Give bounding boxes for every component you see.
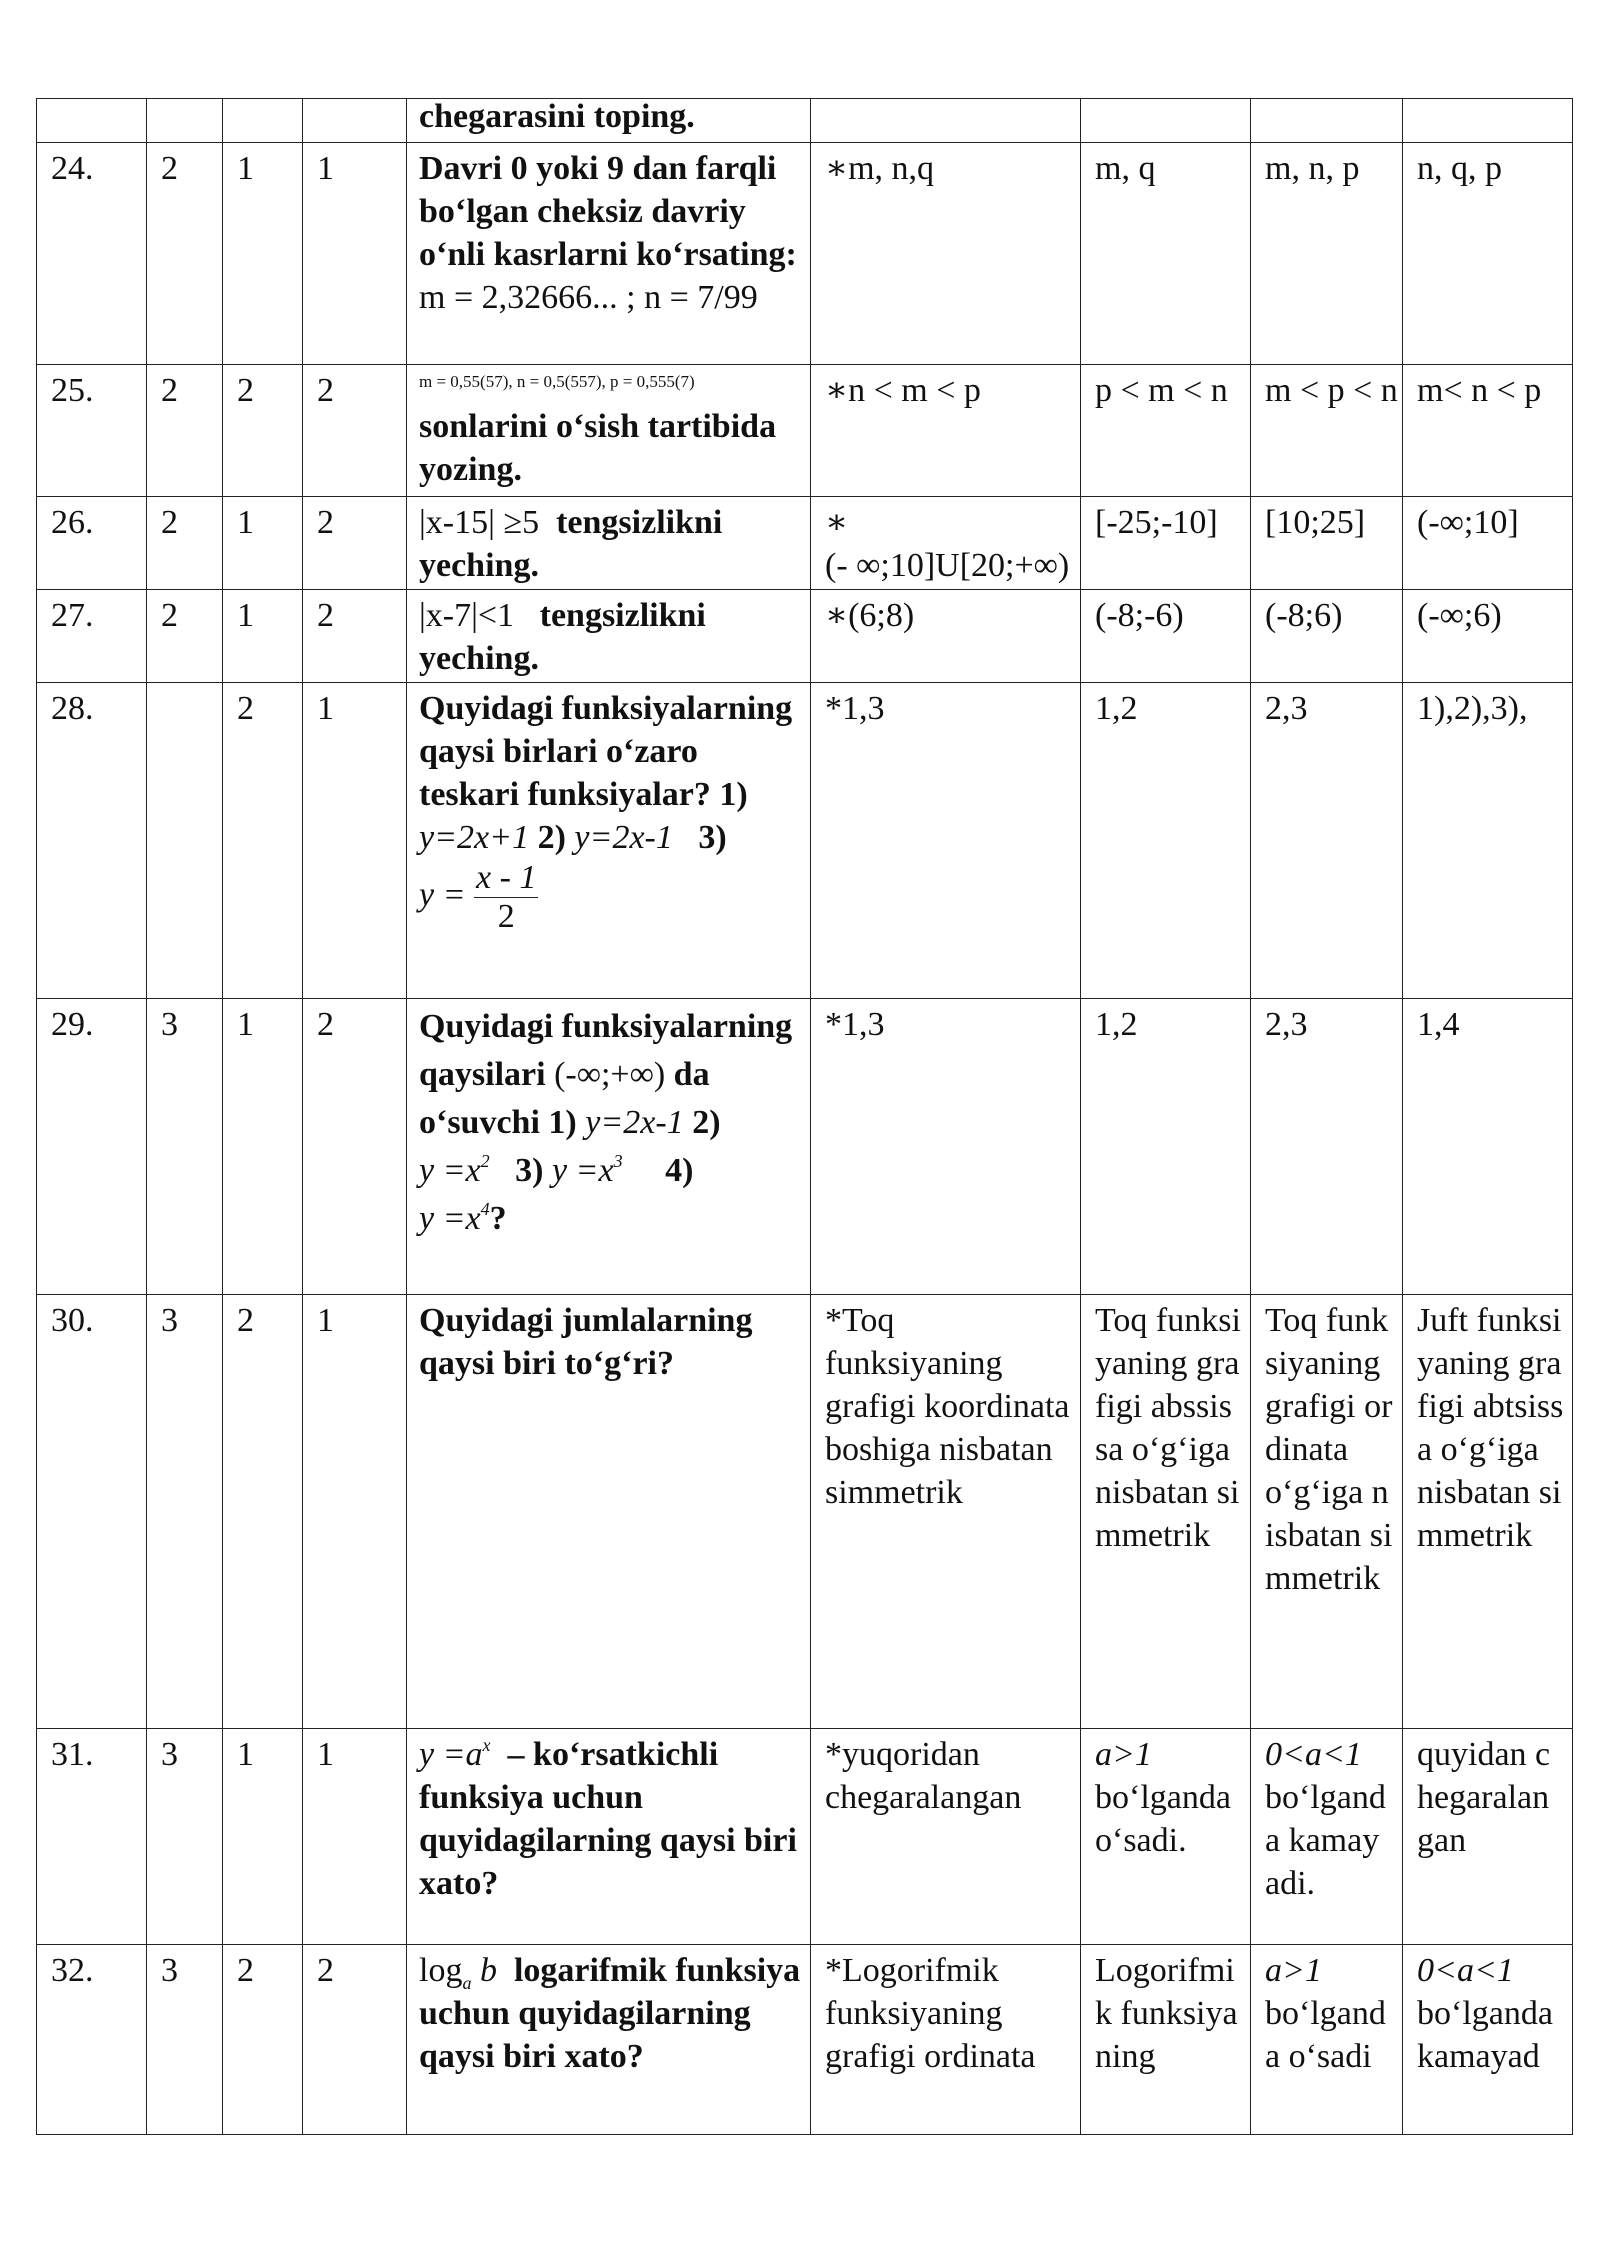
- cell-option-4: [1403, 1945, 1573, 2135]
- function-3-base: y =x: [551, 1152, 614, 1189]
- cell-a: [147, 99, 223, 143]
- question-expression: m = 2,32666... ; n = 7/99: [419, 279, 758, 316]
- option-condition: a>1: [1265, 1952, 1322, 1989]
- cell-b: [223, 99, 303, 143]
- table-row: [37, 99, 1573, 143]
- function-3-fraction: [474, 859, 538, 936]
- question-text: Davri 0 yoki 9 dan farqli bo‘lgan cheksiz davriy o‘nli kasrlarni ko‘rsating:: [419, 150, 797, 273]
- cell-c: 1: [303, 143, 407, 365]
- table-row: [37, 365, 1573, 497]
- cell-b: 1: [223, 999, 303, 1295]
- function-1: y=2x-1: [585, 1104, 684, 1141]
- function-expression: [419, 1736, 491, 1773]
- cell-number: 28.: [37, 683, 147, 999]
- cell-b: 1: [223, 1729, 303, 1945]
- cell-a: 3: [147, 1295, 223, 1729]
- option-text: (- ∞;10]U[20;+∞): [825, 547, 1070, 584]
- cell-option-2: [1081, 1729, 1251, 1945]
- cell-a: 3: [147, 999, 223, 1295]
- question-text: Quyidagi funksiyalarning qaysilari: [419, 1008, 793, 1093]
- question-table-page: [36, 98, 1572, 2135]
- cell-number: 30.: [37, 1295, 147, 1729]
- cell-number: 32.: [37, 1945, 147, 2135]
- cell-option-3: 2,3: [1251, 999, 1403, 1295]
- cell-number: 24.: [37, 143, 147, 365]
- cell-option-4: n, q, p: [1403, 143, 1573, 365]
- option-marker: ∗: [825, 504, 849, 541]
- function-4: [419, 1200, 490, 1237]
- log-expression: [419, 1952, 497, 1993]
- label-3: 3): [515, 1152, 544, 1189]
- function-3: [552, 1152, 623, 1189]
- function-1: y=2x+1: [419, 819, 530, 856]
- cell-a: 3: [147, 1729, 223, 1945]
- option-condition: 0<a<1: [1417, 1952, 1514, 1989]
- cell-option-2: 1,2: [1081, 999, 1251, 1295]
- function-4-power: 4: [480, 1199, 490, 1219]
- cell-option-3: [1251, 1945, 1403, 2135]
- cell-option-3: 2,3: [1251, 683, 1403, 999]
- question-text: tengsizlikni yeching.: [419, 504, 723, 584]
- cell-option-3: [1251, 99, 1403, 143]
- cell-c: 2: [303, 590, 407, 683]
- cell-option-2: Logorifmik funksiyaning: [1081, 1945, 1251, 2135]
- table-row: [37, 497, 1573, 590]
- cell-option-4: 1,4: [1403, 999, 1573, 1295]
- question-expression: |x-7|<1: [419, 597, 515, 634]
- table-row: [37, 1295, 1573, 1729]
- question-small-expression: m = 0,55(57), n = 0,5(557), p = 0,555(7): [419, 372, 695, 391]
- cell-option-4: quyidan chegaralangan: [1403, 1729, 1573, 1945]
- label-2: 2): [537, 819, 566, 856]
- log-word: log: [419, 1952, 463, 1989]
- cell-a: 2: [147, 497, 223, 590]
- question-table: [36, 98, 1573, 2135]
- cell-c: 2: [303, 1945, 407, 2135]
- label-1: 1): [548, 1104, 577, 1141]
- question-text: – ko‘rsatkichli funksiya uchun quyidagilarning qaysi biri xato?: [419, 1736, 797, 1902]
- cell-option-3: [10;25]: [1251, 497, 1403, 590]
- function-2: [419, 1152, 490, 1189]
- option-condition: 0<a<1: [1265, 1736, 1362, 1773]
- cell-option-4: 1),2),3),: [1403, 683, 1573, 999]
- cell-c: 2: [303, 497, 407, 590]
- interval-expression: (-∞;+∞): [554, 1056, 666, 1093]
- cell-option-3: (-8;6): [1251, 590, 1403, 683]
- option-condition: a>1: [1095, 1736, 1152, 1773]
- option-text: bo‘lganda o‘sadi: [1265, 1995, 1386, 2075]
- cell-c: 2: [303, 999, 407, 1295]
- cell-number: 25.: [37, 365, 147, 497]
- cell-option-1: *1,3: [811, 999, 1081, 1295]
- cell-b: 2: [223, 683, 303, 999]
- cell-a: 2: [147, 365, 223, 497]
- cell-b: 1: [223, 497, 303, 590]
- cell-a: 2: [147, 143, 223, 365]
- function-2: y=2x-1: [574, 819, 673, 856]
- cell-a: [147, 683, 223, 999]
- question-mark: ?: [489, 1200, 507, 1237]
- cell-c: 1: [303, 1729, 407, 1945]
- table-row: [37, 143, 1573, 365]
- cell-number: 26.: [37, 497, 147, 590]
- cell-option-3: [1251, 1729, 1403, 1945]
- cell-option-2: p < m < n: [1081, 365, 1251, 497]
- cell-option-3: m, n, p: [1251, 143, 1403, 365]
- function-3-lhs: y =: [419, 876, 466, 914]
- table-row: [37, 1945, 1573, 2135]
- cell-b: 1: [223, 143, 303, 365]
- option-text: bo‘lganda kamayadi.: [1265, 1779, 1386, 1902]
- cell-option-4: Juft funksiyaning grafigi abtsissa o‘g‘iga nisbatan simmetrik: [1403, 1295, 1573, 1729]
- cell-option-2: (-8;-6): [1081, 590, 1251, 683]
- cell-option-2: 1,2: [1081, 683, 1251, 999]
- cell-a: 3: [147, 1945, 223, 2135]
- cell-option-1: *Logorifmik funksiyaning grafigi ordinata: [811, 1945, 1081, 2135]
- cell-c: 1: [303, 1295, 407, 1729]
- cell-option-1: ∗n < m < p: [811, 365, 1081, 497]
- question-text: Quyidagi funksiyalarning qaysi birlari o‘zaro teskari funksiyalar? 1): [419, 690, 793, 813]
- cell-option-3: m < p < n: [1251, 365, 1403, 497]
- function-4-base: y =x: [419, 1200, 481, 1237]
- cell-question: [407, 1945, 811, 2135]
- cell-option-1: *1,3: [811, 683, 1081, 999]
- cell-b: 2: [223, 1945, 303, 2135]
- cell-option-4: m< n < p: [1403, 365, 1573, 497]
- cell-c: 2: [303, 365, 407, 497]
- cell-option-1: *yuqoridan chegaralangan: [811, 1729, 1081, 1945]
- function-2-power: 2: [480, 1151, 490, 1171]
- function-2-base: y =x: [419, 1152, 481, 1189]
- cell-b: 2: [223, 1295, 303, 1729]
- question-text-2: da o‘suvchi: [419, 1056, 710, 1141]
- cell-question: [407, 683, 811, 999]
- question-text: sonlarini o‘sish tartibida yozing.: [419, 408, 777, 488]
- label-2: 2): [692, 1104, 721, 1141]
- option-text: bo‘lganda o‘sadi.: [1095, 1779, 1231, 1859]
- cell-question: chegarasini toping.: [407, 99, 811, 143]
- function-power: x: [482, 1735, 491, 1755]
- function-base: y =a: [419, 1736, 483, 1773]
- cell-option-2: m, q: [1081, 143, 1251, 365]
- table-row: [37, 590, 1573, 683]
- cell-question: [407, 497, 811, 590]
- cell-option-4: (-∞;6): [1403, 590, 1573, 683]
- cell-question: [407, 143, 811, 365]
- cell-option-1: [811, 497, 1081, 590]
- function-3-power: 3: [613, 1151, 623, 1171]
- cell-option-2: Toq funksiyaning grafigi abssissa o‘g‘iga nisbatan simmetrik: [1081, 1295, 1251, 1729]
- cell-option-1: *Toq funksiyaning grafigi koordinata boshiga nisbatan simmetrik: [811, 1295, 1081, 1729]
- cell-question: [407, 1729, 811, 1945]
- cell-question: [407, 590, 811, 683]
- log-base: a: [462, 1973, 472, 1993]
- cell-option-1: [811, 99, 1081, 143]
- cell-b: 2: [223, 365, 303, 497]
- cell-option-3: Toq funksiyaning grafigi ordinata o‘g‘iga nisbatan simmetrik: [1251, 1295, 1403, 1729]
- label-4: 4): [665, 1152, 694, 1189]
- cell-option-1: ∗(6;8): [811, 590, 1081, 683]
- table-row: [37, 1729, 1573, 1945]
- cell-option-2: [1081, 99, 1251, 143]
- cell-option-2: [-25;-10]: [1081, 497, 1251, 590]
- fraction-denominator: 2: [497, 898, 515, 935]
- cell-c: 1: [303, 683, 407, 999]
- label-3: 3): [698, 819, 727, 856]
- cell-number: 31.: [37, 1729, 147, 1945]
- cell-b: 1: [223, 590, 303, 683]
- cell-number: 29.: [37, 999, 147, 1295]
- log-argument: b: [479, 1952, 497, 1989]
- cell-question: [407, 365, 811, 497]
- cell-c: [303, 99, 407, 143]
- cell-a: 2: [147, 590, 223, 683]
- cell-number: 27.: [37, 590, 147, 683]
- cell-option-4: (-∞;10]: [1403, 497, 1573, 590]
- table-row: [37, 999, 1573, 1295]
- question-text: tengsizlikni yeching.: [419, 597, 706, 677]
- cell-number: [37, 99, 147, 143]
- cell-question: Quyidagi jumlalarning qaysi biri to‘g‘ri?: [407, 1295, 811, 1729]
- cell-question: [407, 999, 811, 1295]
- fraction-numerator: x - 1: [476, 859, 537, 896]
- question-text: logarifmik funksiya uchun quyidagilarning qaysi biri xato?: [419, 1952, 801, 2075]
- cell-option-1: ∗m, n,q: [811, 143, 1081, 365]
- option-text: bo‘lganda kamayad: [1417, 1995, 1553, 2075]
- question-expression: |x-15| ≥5: [419, 504, 540, 541]
- table-row: [37, 683, 1573, 999]
- cell-option-4: [1403, 99, 1573, 143]
